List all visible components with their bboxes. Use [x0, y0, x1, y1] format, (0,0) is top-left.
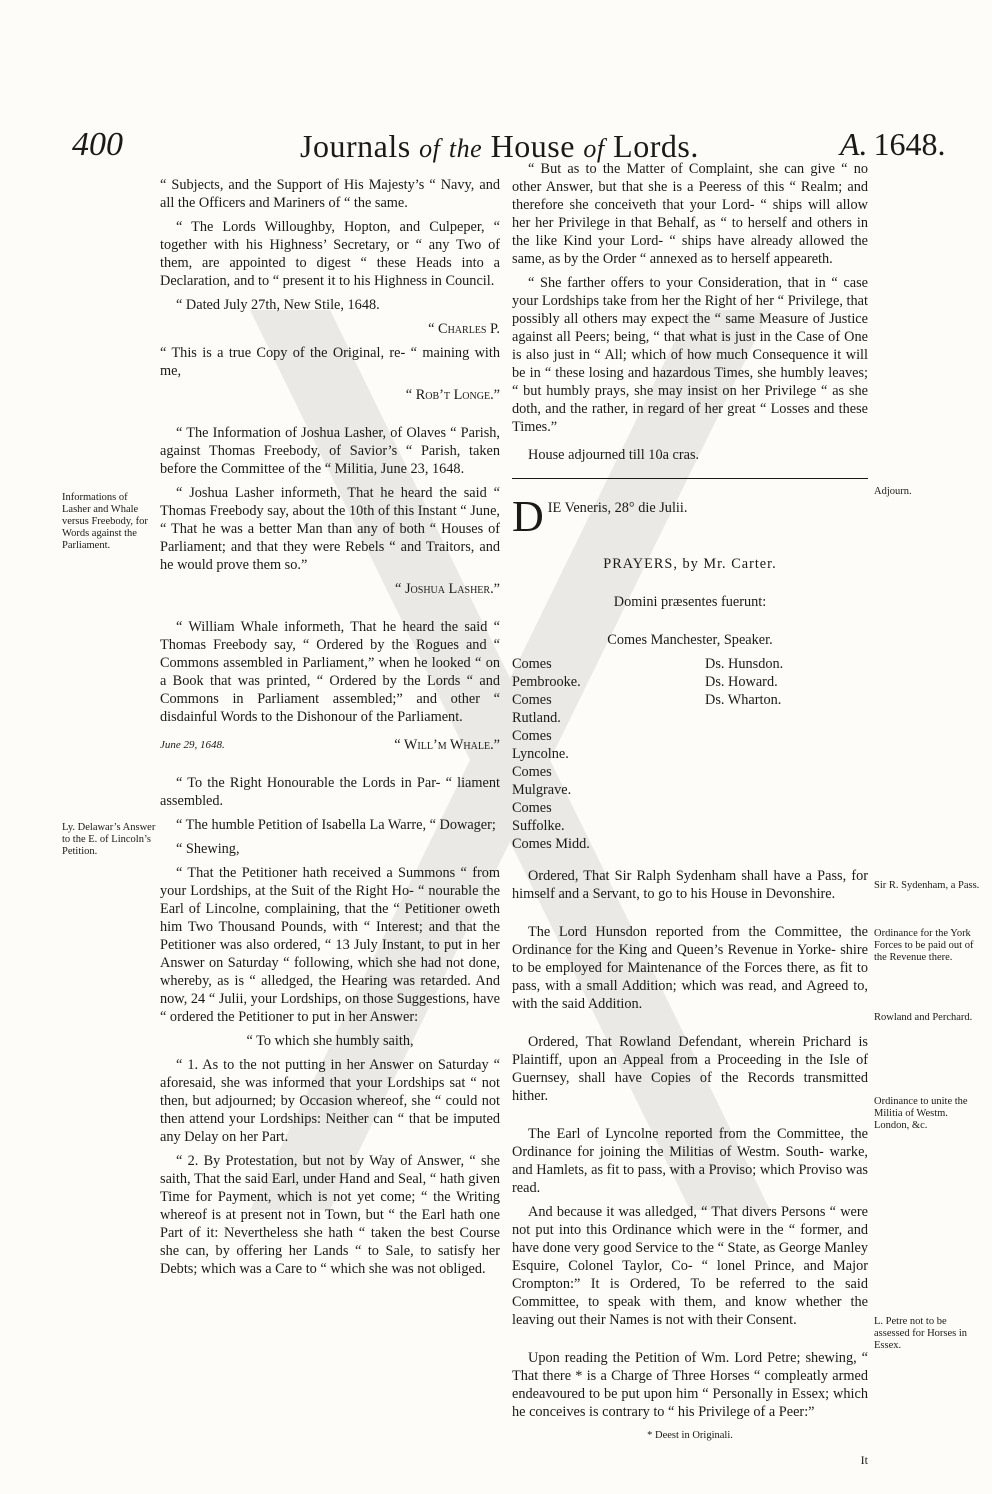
year-heading — [840, 126, 946, 163]
left-p14: “ Shewing, — [176, 841, 240, 857]
lord-name: Comes Rutland. — [512, 692, 561, 726]
left-p11-signature: “ Will’m Whale.” — [394, 737, 500, 753]
drop-cap: D — [512, 499, 544, 535]
right-p4 — [512, 499, 868, 535]
margin-note-informations: Informations of Lasher and Whale versus Freebody, for Words against the Parliament. — [62, 492, 148, 551]
lord-name: Comes Pembrooke. — [512, 656, 581, 690]
margin-note-petre: L. Petre not to be assessed for Horses in Essex. — [874, 1316, 968, 1351]
year-letter: A. — [840, 126, 868, 162]
section-rule — [512, 478, 868, 479]
lord-name: Comes Mulgrave. — [512, 764, 572, 798]
left-p2: “ The Lords Willoughby, Hopton, and Culpeper, “ together with his Highness’ Secretary, or “ any Two of them, are appointed to digest “ these Heads into a Declaration, and to “ present it to his Highness in Council. — [160, 219, 500, 289]
page-number: 400 — [72, 126, 123, 163]
right-p7: Comes Manchester, Speaker. — [607, 632, 773, 648]
lord-name: Comes Midd. — [512, 836, 590, 852]
right-p13: Upon reading the Petition of Wm. Lord Petre; shewing, “ That there * is a Charge of Three Horses “ compleatly armed endeavoured to be put upon him “ Personally in Essex; which he conceives is contrary to “ his Privilege of a Peer:” — [512, 1350, 868, 1420]
margin-note-sydenham: Sir R. Sydenham, a Pass. — [874, 880, 980, 891]
right-p6: Domini præsentes fuerunt: — [613, 594, 767, 610]
left-p3: “ Dated July 27th, New Stile, 1648. — [176, 297, 380, 313]
lords-present-list — [512, 655, 868, 853]
left-p4-signature: “ Charles P. — [428, 321, 500, 337]
margin-note-york: Ordinance for the York Forces to be paid out of the Revenue there. — [874, 928, 974, 963]
left-p1: “ Subjects, and the Support of His Majesty’s “ Navy, and all the Officers and Mariners of “ the same. — [160, 177, 500, 211]
lord-name: Ds. Hunsdon. — [705, 656, 784, 672]
left-p6-signature: “ Rob’t Longe.” — [405, 387, 500, 403]
left-p16: “ To which she humbly saith, — [246, 1033, 414, 1049]
title-journals: Journals — [300, 128, 411, 164]
right-p9: The Lord Hunsdon reported from the Committee, the Ordinance for the King and Queen’s Revenue in Yorke- shire to be employed for Maintenance of the Forces there, as fit to pass, with a small Addition; which was read, and Agreed to, with the said Addition. — [512, 924, 868, 1012]
footnote: * Deest in Originali. — [647, 1430, 733, 1441]
year-number: 1648. — [873, 126, 946, 162]
left-p15: “ That the Petitioner hath received a Summons “ from your Lordships, at the Suit of the Right Ho- “ nourable the Earl of Lincolne, complaining, that the “ Petitioner oweth him Two Thousand Pounds, with “ Interest; and that the Petitioner was also ordered, “ 13 July Instant, to put in her Answer on Saturday “ following, which she had not done, whereby, as is “ alledged, the Hearing was retarded. And now, 24 “ Julii, your Lordships, on those Suggestions, have “ ordered the Petitioner to put in her Answer: — [160, 865, 500, 1025]
title-the: the — [448, 134, 483, 163]
margin-note-militia: Ordinance to unite the Militia of Westm. London, &c. — [874, 1096, 968, 1131]
title-of: of — [419, 134, 441, 163]
title-lords: Lords. — [613, 128, 699, 164]
left-p11-date: June 29, 1648. — [160, 739, 225, 751]
title-of-2: of — [583, 134, 605, 163]
lord-name: Ds. Howard. — [705, 674, 778, 690]
title-house: House — [490, 128, 575, 164]
catchword: It — [860, 1453, 868, 1467]
right-p4-text: IE Veneris, 28° die Julii. — [547, 500, 688, 516]
left-p17: “ 1. As to the not putting in her Answer on Saturday “ aforesaid, she was informed that your Lordships sat “ not then, but adjourned; by Occasion whereof, she “ could not then attend your Lordships: Neither can “ that be imputed any Delay on her Part. — [160, 1057, 500, 1145]
left-p7: “ The Information of Joshua Lasher, of Olaves “ Parish, against Thomas Freebody, of Savior’s “ Parish, taken before the Committee of the “ Militia, June 23, 1648. — [160, 425, 500, 477]
left-p5: “ This is a true Copy of the Original, re- “ maining with me, — [160, 345, 500, 379]
left-p12: “ To the Right Honourable the Lords in Par- “ liament assembled. — [160, 775, 500, 809]
right-p5: PRAYERS, by Mr. Carter. — [603, 556, 777, 572]
margin-note-rowland: Rowland and Perchard. — [874, 1012, 973, 1023]
lords-left-list — [512, 655, 675, 853]
left-p13: “ The humble Petition of Isabella La Warre, “ Dowager; — [176, 817, 496, 833]
margin-note-adjourn: Adjourn. — [874, 486, 912, 497]
left-p8: “ Joshua Lasher informeth, That he heard the said “ Thomas Freebody say, about the 10th of this Instant “ June, “ That he was a better Man than any of both “ Houses of Parliament; and that they were Rebels “ and Traitors, and he would prove them so.” — [160, 485, 500, 573]
lord-name: Comes Suffolke. — [512, 800, 565, 834]
right-p12: And because it was alledged, “ That divers Persons “ were not put into this Ordinance which were in the “ former, and have done very good Service to the “ State, as George Manley Esquire, Colonel Taylor, Co- “ lonel Prince, and Major Crompton:” It is Ordered, To be referred to the said Committee, to speak with them, and know whether the leaving out their Names is not with their Consent. — [512, 1204, 868, 1328]
right-p3: House adjourned till 10a cras. — [528, 447, 700, 463]
right-p11: The Earl of Lyncolne reported from the Committee, the Ordinance for joining the Militias of Westm. South- warke, and Hamlets, as fit to pass, with a Proviso; which Proviso was read. — [512, 1126, 868, 1196]
lord-name: Ds. Wharton. — [705, 692, 782, 708]
right-p2: “ She farther offers to your Consideration, that in “ case your Lordships take from her the Right of her “ Privilege, that possibly all others may expect the “ same Measure of Justice against all Peers; being, “ that what is just in the Case of One is also just in “ All; which of how much Consequence it will be in “ these losing and hazardous Times, she humbly leaves; “ but humbly prays, she may insist on her Privilege “ as she doth, and the rather, in regard of her great “ Losses and these Times.” — [512, 275, 868, 435]
left-p10: “ William Whale informeth, That he heard the said “ Thomas Freebody say, “ Ordered by the Rogues and “ Commons assembled in Parliament,” when he looked “ on a Book that was printed, “ Ordered by the Lords “ and Commons in Parliament assembled;” and other “ disdainful Words to the Dishonour of the Parliament. — [160, 619, 500, 725]
left-p11 — [160, 736, 500, 754]
lords-right-list — [705, 655, 868, 853]
left-p9-signature: “ Joshua Lasher.” — [395, 581, 500, 597]
right-column — [512, 160, 868, 1475]
left-p18: “ 2. By Protestation, but not by Way of Answer, “ she saith, That the said Earl, under Hand and Seal, “ hath given Time for Payment, which is not yet come; “ the Writing whereof is at present not in Town, but “ the Earl hath one Part of it: Nevertheless she hath “ taken the best Course she can, by offering her Lands “ to Sale, to satisfy her Debts; which was a Care to “ which she was not obliged. — [160, 1153, 500, 1277]
lord-name: Comes Lyncolne. — [512, 728, 569, 762]
right-p1: “ But as to the Matter of Complaint, she can give “ no other Answer, but that she is a Peeress of this “ Realm; and therefore she conceiveth that your Lord- “ ships will allow her her Privilege in that Behalf, as “ to herself and others in the like Kind your Lord- “ ships have already allowed the same, as by the Order “ annexed as to herself appeareth. — [512, 161, 868, 267]
left-column — [160, 176, 500, 1284]
right-p10: Ordered, That Rowland Defendant, wherein Prichard is Plaintiff, upon an Appeal from a Proceeding in the Isle of Guernsey, shall have Copies of the Records transmitted hither. — [512, 1034, 868, 1104]
right-p8: Ordered, That Sir Ralph Sydenham shall have a Pass, for himself and a Servant, to go to his House in Devonshire. — [512, 868, 868, 902]
margin-note-delawar: Ly. Delawar’s Answer to the E. of Lincoln’s Petition. — [62, 822, 156, 857]
